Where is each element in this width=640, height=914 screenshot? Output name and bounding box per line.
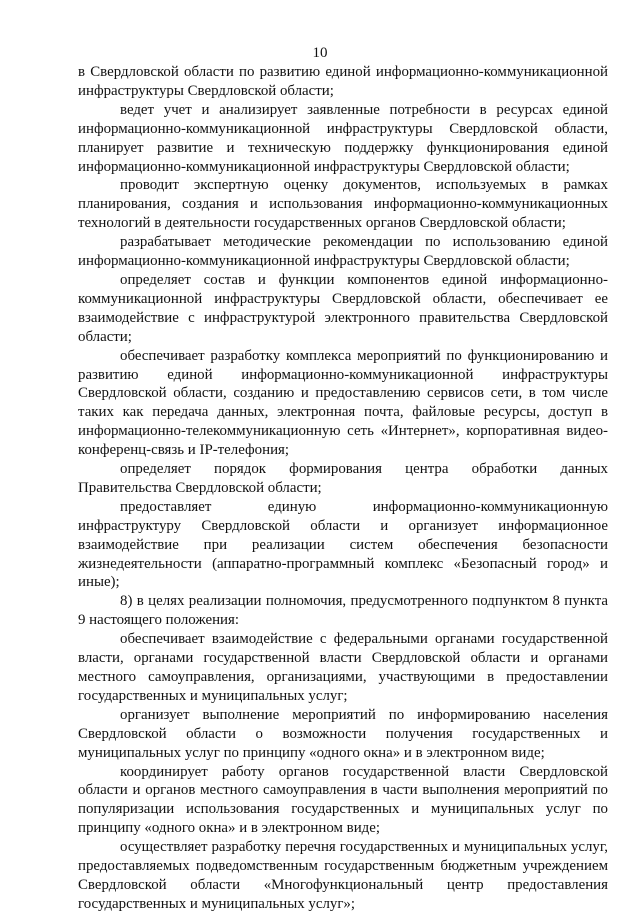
document-body [78,63,608,914]
paragraph: координирует работу органов государственной власти Свердловской области и органов местного самоуправления в части выполнения мероприятий по популяризации использования государственных и муниципальных услуг по принципу «одного окна» и в электронном виде; [78,763,608,837]
paragraph: разрабатывает методические рекомендации по использованию единой информационно-коммуникационной инфраструктуры Свердловской области; [78,234,608,270]
paragraph: обеспечивает разработку комплекса мероприятий по функционированию и развитию единой информационно-коммуникационной инфраструктуры Свердловской области, созданию и предоставлению сервисов сети, в том числе таких как передача данных, электронная почта, файловые ресурсы, доступ в информационно-телекоммуникационную сеть «Интернет», корпоративная видео-конференц-связь и IP-телефония; [78,347,608,459]
paragraph: предоставляет единую информационно-коммуникационную инфраструктуру Свердловской области и организует информационное взаимодействие при реализации систем обеспечения безопасности жизнедеятельности (аппаратно-программный комплекс «Безопасный город» и иные); [78,498,608,591]
paragraph: организует выполнение мероприятий по информированию населения Свердловской области о возможности получения государственных и муниципальных услуг по принципу «одного окна» и в электронном виде; [78,706,608,761]
paragraph: определяет состав и функции компонентов единой информационно-коммуникационной инфраструктуры Свердловской области, обеспечивает ее взаимодействие с инфраструктурой электронного правительства Свердловской области; [78,271,608,345]
paragraph: в Свердловской области по развитию единой информационно-коммуникационной инфраструктуры Свердловской области; [78,64,608,99]
paragraph: ведет учет и анализирует заявленные потребности в ресурсах единой информационно-коммуникационной инфраструктуры Свердловской области, планирует развитие и техническую поддержку функционирования единой информационно-коммуникационной инфраструктуры Свердловской области; [78,101,608,175]
paragraph: проводит экспертную оценку документов, используемых в рамках планирования, создания и использования информационно-коммуникационных технологий в деятельности государственных органов Свердловской области; [78,177,608,232]
paragraph: 8) в целях реализации полномочия, предусмотренного подпунктом 8 пункта 9 настоящего положения: [78,593,608,629]
page-number: 10 [312,45,328,61]
paragraph: обеспечивает взаимодействие с федеральными органами государственной власти, органами государственной власти Свердловской области и органами местного самоуправления, организациями, участвующими в предоставлении государственных и муниципальных услуг; [78,631,608,704]
paragraph: осуществляет разработку перечня государственных и муниципальных услуг, предоставляемых подведомственным государственным бюджетным учреждением Свердловской области «Многофункциональный центр предоставления государственных и муниципальных услуг»; [78,839,608,912]
paragraph: определяет порядок формирования центра обработки данных Правительства Свердловской области; [78,461,608,496]
